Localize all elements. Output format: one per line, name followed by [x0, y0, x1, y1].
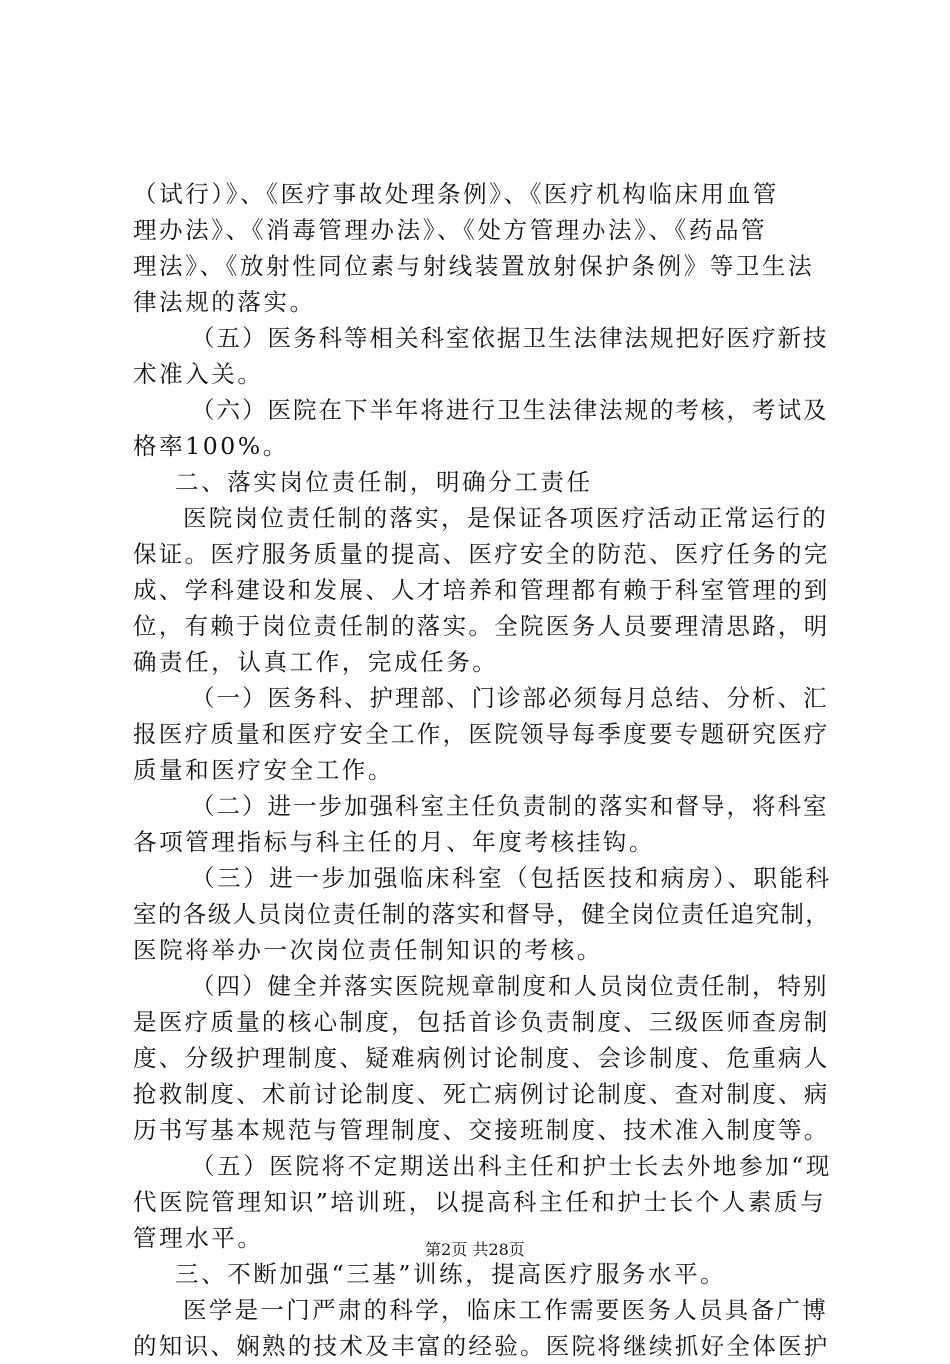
text-line: （二）进一步加强科室主任负责制的落实和督导，将科室	[191, 792, 829, 820]
text-line: 质量和医疗安全工作。	[133, 756, 394, 784]
text-line: 室的各级人员岗位责任制的落实和督导，健全岗位责任追究制，	[133, 900, 831, 928]
text-line: 管理水平。	[133, 1224, 264, 1252]
text-line: （三）进一步加强临床科室（包括医技和病房）、职能科	[191, 864, 832, 892]
text-line: 理法》、《放射性同位素与射线装置放射保护条例》等卫生法	[133, 252, 815, 280]
text-line: 历书写基本规范与管理制度、交接班制度、技术准入制度等。	[133, 1116, 830, 1144]
text-line: （五）医务科等相关科室依据卫生法律法规把好医疗新技	[191, 324, 829, 352]
text-line: 医院将举办一次岗位责任制知识的考核。	[133, 936, 603, 964]
text-line: 代医院管理知识”培训班，以提高科主任和护士长个人素质与	[133, 1188, 827, 1216]
text-line: 医院岗位责任制的落实，是保证各项医疗活动正常运行的	[183, 504, 828, 532]
text-line: 保证。医疗服务质量的提高、医疗安全的防范、医疗任务的完	[133, 540, 830, 568]
text-line: 成、学科建设和发展、人才培养和管理都有赖于科室管理的到	[133, 576, 830, 604]
text-line: 抢救制度、术前讨论制度、死亡病例讨论制度、查对制度、病	[133, 1080, 830, 1108]
text-line: 各项管理指标与科主任的月、年度考核挂钩。	[133, 828, 655, 856]
text-line: （五）医院将不定期送出科主任和护士长去外地参加“现	[191, 1152, 833, 1180]
text-line: 报医疗质量和医疗安全工作，医院领导每季度要专题研究医疗	[133, 720, 830, 748]
text-line: 的知识、娴熟的技术及丰富的经验。医院将继续抓好全体医护	[133, 1332, 830, 1360]
text-line: （试行）》、《医疗事故处理条例》、《医疗机构临床用血管	[133, 180, 779, 208]
document-body	[133, 176, 833, 1364]
text-line: （一）医务科、护理部、门诊部必须每月总结、分析、汇	[191, 684, 829, 712]
text-line: 律法规的落实。	[133, 288, 316, 316]
text-line: 医学是一门严肃的科学，临床工作需要医务人员具备广博	[183, 1296, 828, 1324]
text-line: 度、分级护理制度、疑难病例讨论制度、会诊制度、危重病人	[133, 1044, 830, 1072]
text-line: 是医疗质量的核心制度，包括首诊负责制度、三级医师查房制	[133, 1008, 830, 1036]
text-line: 确责任，认真工作，完成任务。	[133, 648, 499, 676]
section-heading: 三、不断加强“三基”训练，提高医疗服务水平。	[175, 1260, 727, 1288]
text-line: 理办法》、《消毒管理办法》、《处方管理办法》、《药品管	[133, 216, 768, 244]
page-footer	[0, 1238, 950, 1262]
page-number-label: 第2页 共28页	[425, 1240, 525, 1259]
text-line: 格率100%。	[133, 432, 289, 460]
section-heading: 二、落实岗位责任制，明确分工责任	[175, 468, 593, 496]
text-line: （四）健全并落实医院规章制度和人员岗位责任制，特别	[191, 972, 829, 1000]
text-line: （六）医院在下半年将进行卫生法律法规的考核，考试及	[191, 396, 829, 424]
text-line: 术准入关。	[133, 360, 264, 388]
text-line: 位，有赖于岗位责任制的落实。全院医务人员要理清思路，明	[133, 612, 830, 640]
